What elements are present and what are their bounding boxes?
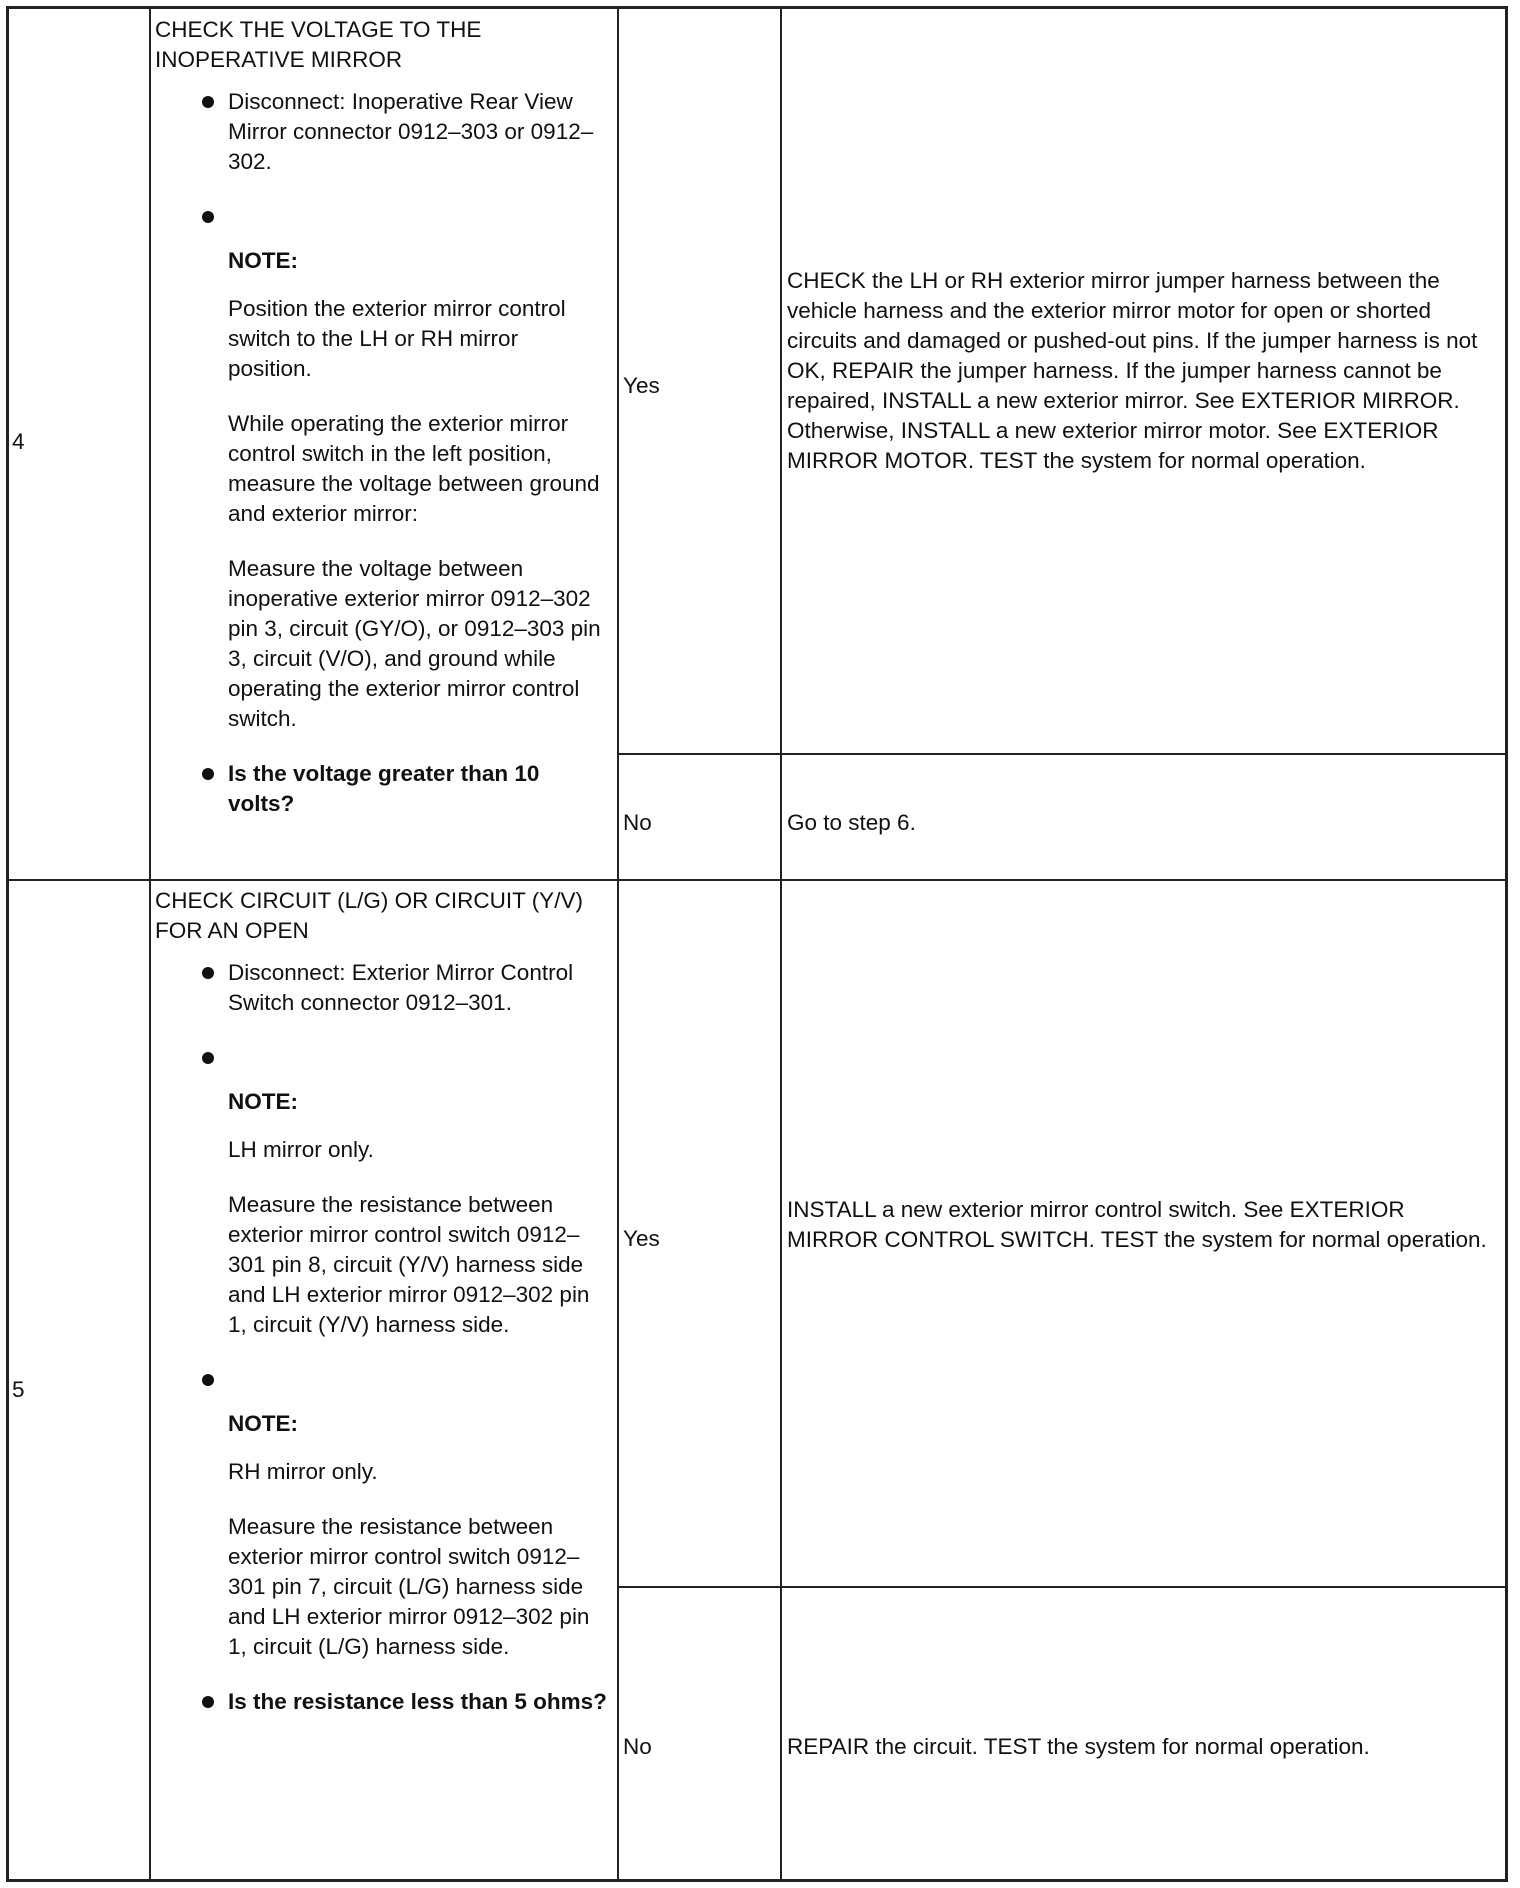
note-label: NOTE:	[228, 1411, 298, 1436]
step-number: 5	[12, 1377, 25, 1402]
note-text: Position the exterior mirror control switch to the LH or RH mirror position.	[228, 296, 566, 381]
step-title: CHECK CIRCUIT (L/G) OR CIRCUIT (Y/V) FOR AN OPEN	[155, 888, 583, 943]
question-text: Is the voltage greater than 10 volts?	[228, 761, 540, 816]
instruction-text: Disconnect: Exterior Mirror Control Switch connector 0912–301.	[228, 960, 574, 1015]
answer-no-action: Go to step 6.	[787, 810, 916, 835]
list-item	[155, 759, 608, 819]
instruction-text: Measure the resistance between exterior mirror control switch 0912–301 pin 8, circuit (Y/V) harness side and LH exterior mirror 0912–302 pin 1, circuit (Y/V) harness side.	[228, 1192, 590, 1337]
list-item	[155, 958, 608, 1018]
table-row-step-5	[9, 880, 1505, 1882]
question-text: Is the resistance less than 5 ohms?	[228, 1689, 607, 1714]
answer-yes-action: INSTALL a new exterior mirror control switch. See EXTERIOR MIRROR CONTROL SWITCH. TEST the system for normal operation.	[787, 1197, 1487, 1252]
table-row-step-4	[9, 9, 1505, 879]
answer-no-action: REPAIR the circuit. TEST the system for normal operation.	[787, 1734, 1370, 1759]
instruction-text: Measure the voltage between inoperative exterior mirror 0912–302 pin 3, circuit (GY/O), or 0912–303 pin 3, circuit (V/O), and ground while operating the exterior mirror control switch.	[228, 556, 601, 731]
bullet-icon	[202, 211, 214, 223]
list-item	[155, 87, 608, 177]
diagnostic-table	[6, 6, 1508, 1882]
answer-yes-action: CHECK the LH or RH exterior mirror jumper harness between the vehicle harness and the exterior mirror motor for open or shorted circuits and damaged or pushed-out pins. If the jumper harness is not OK, REPAIR the jumper harness. If the jumper harness cannot be repaired, INSTALL a new exterior mirror. See EXTERIOR MIRROR. Otherwise, INSTALL a new exterior mirror motor. See EXTERIOR MIRROR MOTOR. TEST the system for normal operation.	[787, 268, 1478, 473]
answer-no-label: No	[623, 810, 652, 835]
answer-no-label: No	[623, 1734, 652, 1759]
bullet-icon	[202, 96, 214, 108]
row-divider	[617, 753, 1505, 755]
list-item	[155, 202, 608, 734]
bullet-icon	[202, 1374, 214, 1386]
step-description	[150, 880, 616, 1742]
answer-yes-label: Yes	[623, 1226, 660, 1251]
step-number: 4	[12, 429, 25, 454]
bullet-icon	[202, 1052, 214, 1064]
list-item	[155, 1365, 608, 1662]
bullet-icon	[202, 1696, 214, 1708]
bullet-icon	[202, 967, 214, 979]
step-description	[150, 9, 616, 844]
bullet-icon	[202, 768, 214, 780]
instruction-text: Disconnect: Inoperative Rear View Mirror connector 0912–303 or 0912–302.	[228, 89, 594, 174]
list-item	[155, 1687, 608, 1717]
instruction-text: Measure the resistance between exterior mirror control switch 0912–301 pin 7, circuit (L/G) harness side and LH exterior mirror 0912–302 pin 1, circuit (L/G) harness side.	[228, 1514, 590, 1659]
step-title: CHECK THE VOLTAGE TO THE INOPERATIVE MIRROR	[155, 17, 482, 72]
row-divider	[617, 1586, 1505, 1588]
note-label: NOTE:	[228, 1089, 298, 1114]
note-label: NOTE:	[228, 248, 298, 273]
note-text: RH mirror only.	[228, 1459, 378, 1484]
list-item	[155, 1043, 608, 1340]
answer-yes-label: Yes	[623, 373, 660, 398]
note-text: LH mirror only.	[228, 1137, 374, 1162]
instruction-text: While operating the exterior mirror control switch in the left position, measure the voltage between ground and exterior mirror:	[228, 411, 600, 526]
